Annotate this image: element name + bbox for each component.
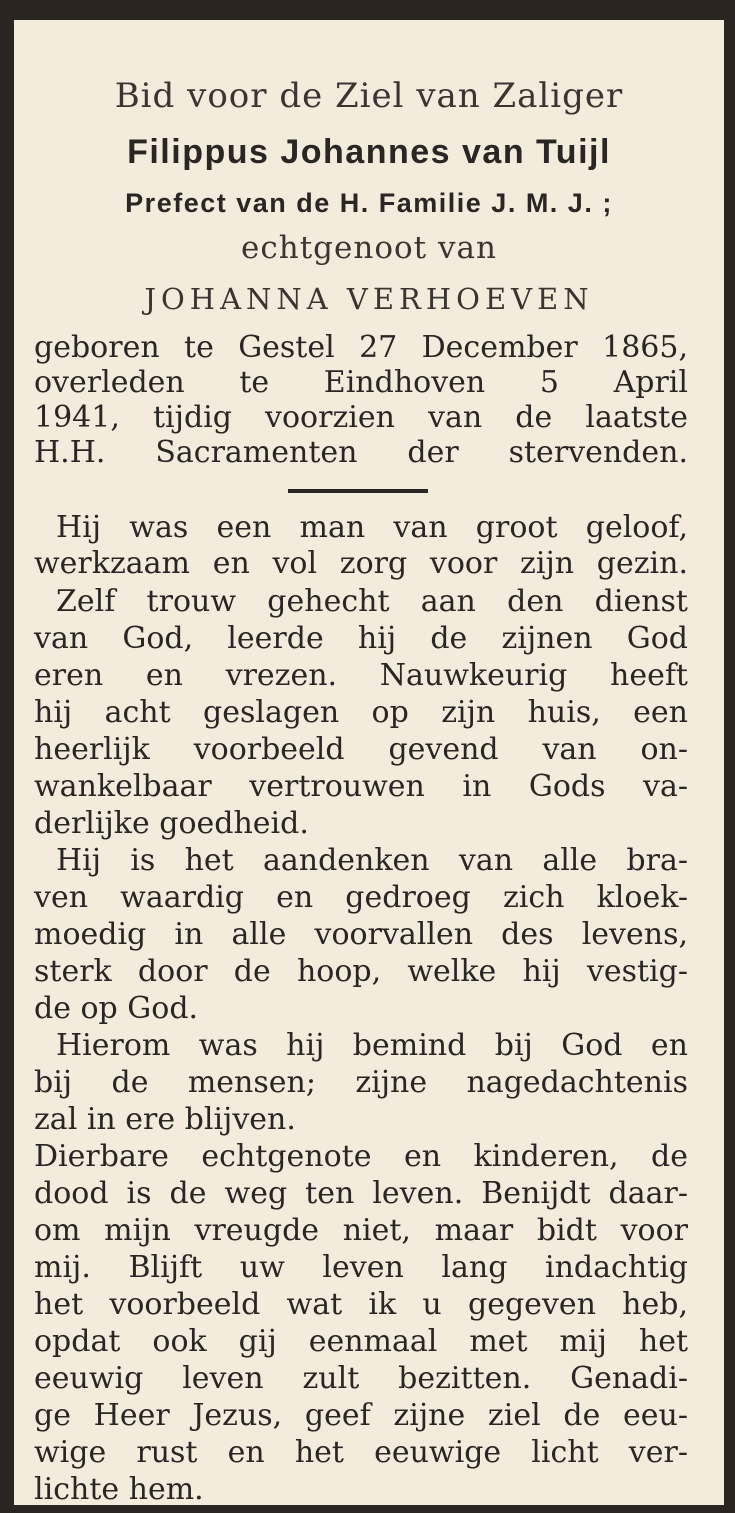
body-line: Hierom was hij bemind bij God en bbox=[56, 1028, 688, 1063]
body-line: Zelf trouw gehecht aan den dienst bbox=[56, 584, 688, 619]
body-line: lichte hem. bbox=[34, 1472, 204, 1507]
body-line: eren en vrezen. Nauwkeurig heeft bbox=[34, 658, 688, 693]
body-line: opdat ook gij eenmaal met mij het bbox=[34, 1324, 688, 1359]
body-line: werkzaam en vol zorg voor zijn gezin. bbox=[34, 546, 688, 581]
body-line: ge Heer Jezus, geef zijne ziel de eeu- bbox=[34, 1398, 688, 1433]
body-line: heerlijk voorbeeld gevend van on- bbox=[34, 732, 688, 767]
deceased-name: Filippus Johannes van Tuijl bbox=[127, 133, 611, 171]
memorial-card bbox=[14, 20, 724, 1505]
body-line: dood is de weg ten leven. Benijdt daar- bbox=[34, 1176, 688, 1211]
body-line: de op God. bbox=[34, 991, 199, 1026]
deceased-title: Prefect van de H. Familie J. M. J. ; bbox=[125, 188, 613, 218]
dates-line: 1941, tijdig voorzien van de laatste bbox=[34, 400, 688, 435]
body-line: sterk door de hoop, welke hij vestig- bbox=[34, 954, 688, 989]
spouse-name: JOHANNA VERHOEVEN bbox=[144, 282, 594, 316]
body-line: eeuwig leven zult bezitten. Genadi- bbox=[34, 1361, 688, 1396]
body-line: om mijn vreugde niet, maar bidt voor bbox=[34, 1213, 688, 1248]
body-line: moedig in alle voorvallen des levens, bbox=[34, 917, 688, 952]
body-line: wige rust en het eeuwige licht ver- bbox=[34, 1435, 688, 1470]
body-line: wankelbaar vertrouwen in Gods va- bbox=[34, 769, 688, 804]
dates-line: geboren te Gestel 27 December 1865, bbox=[34, 330, 688, 365]
body-line: mij. Blijft uw leven lang indachtig bbox=[34, 1250, 688, 1285]
dates-line: overleden te Eindhoven 5 April bbox=[34, 365, 688, 400]
body-line: derlijke goedheid. bbox=[34, 806, 309, 841]
divider-rule bbox=[288, 489, 428, 493]
body-line: ven waardig en gedroeg zich kloek- bbox=[34, 880, 688, 915]
body-line: hij acht geslagen op zijn huis, een bbox=[34, 695, 688, 730]
body-line: Hij is het aandenken van alle bra- bbox=[56, 843, 688, 878]
body-line: Hij was een man van groot geloof, bbox=[56, 510, 688, 545]
body-line: zal in ere blijven. bbox=[34, 1102, 296, 1137]
relation-line: echtgenoot van bbox=[241, 230, 497, 266]
body-line: bij de mensen; zijne nagedachtenis bbox=[34, 1065, 688, 1100]
dates-line: H.H. Sacramenten der stervenden. bbox=[34, 435, 688, 470]
body-line: het voorbeeld wat ik u gegeven heb, bbox=[34, 1287, 688, 1322]
body-line: Dierbare echtgenote en kinderen, de bbox=[34, 1139, 688, 1174]
invocation-line: Bid voor de Ziel van Zaliger bbox=[114, 76, 624, 116]
body-line: van God, leerde hij de zijnen God bbox=[34, 621, 688, 656]
